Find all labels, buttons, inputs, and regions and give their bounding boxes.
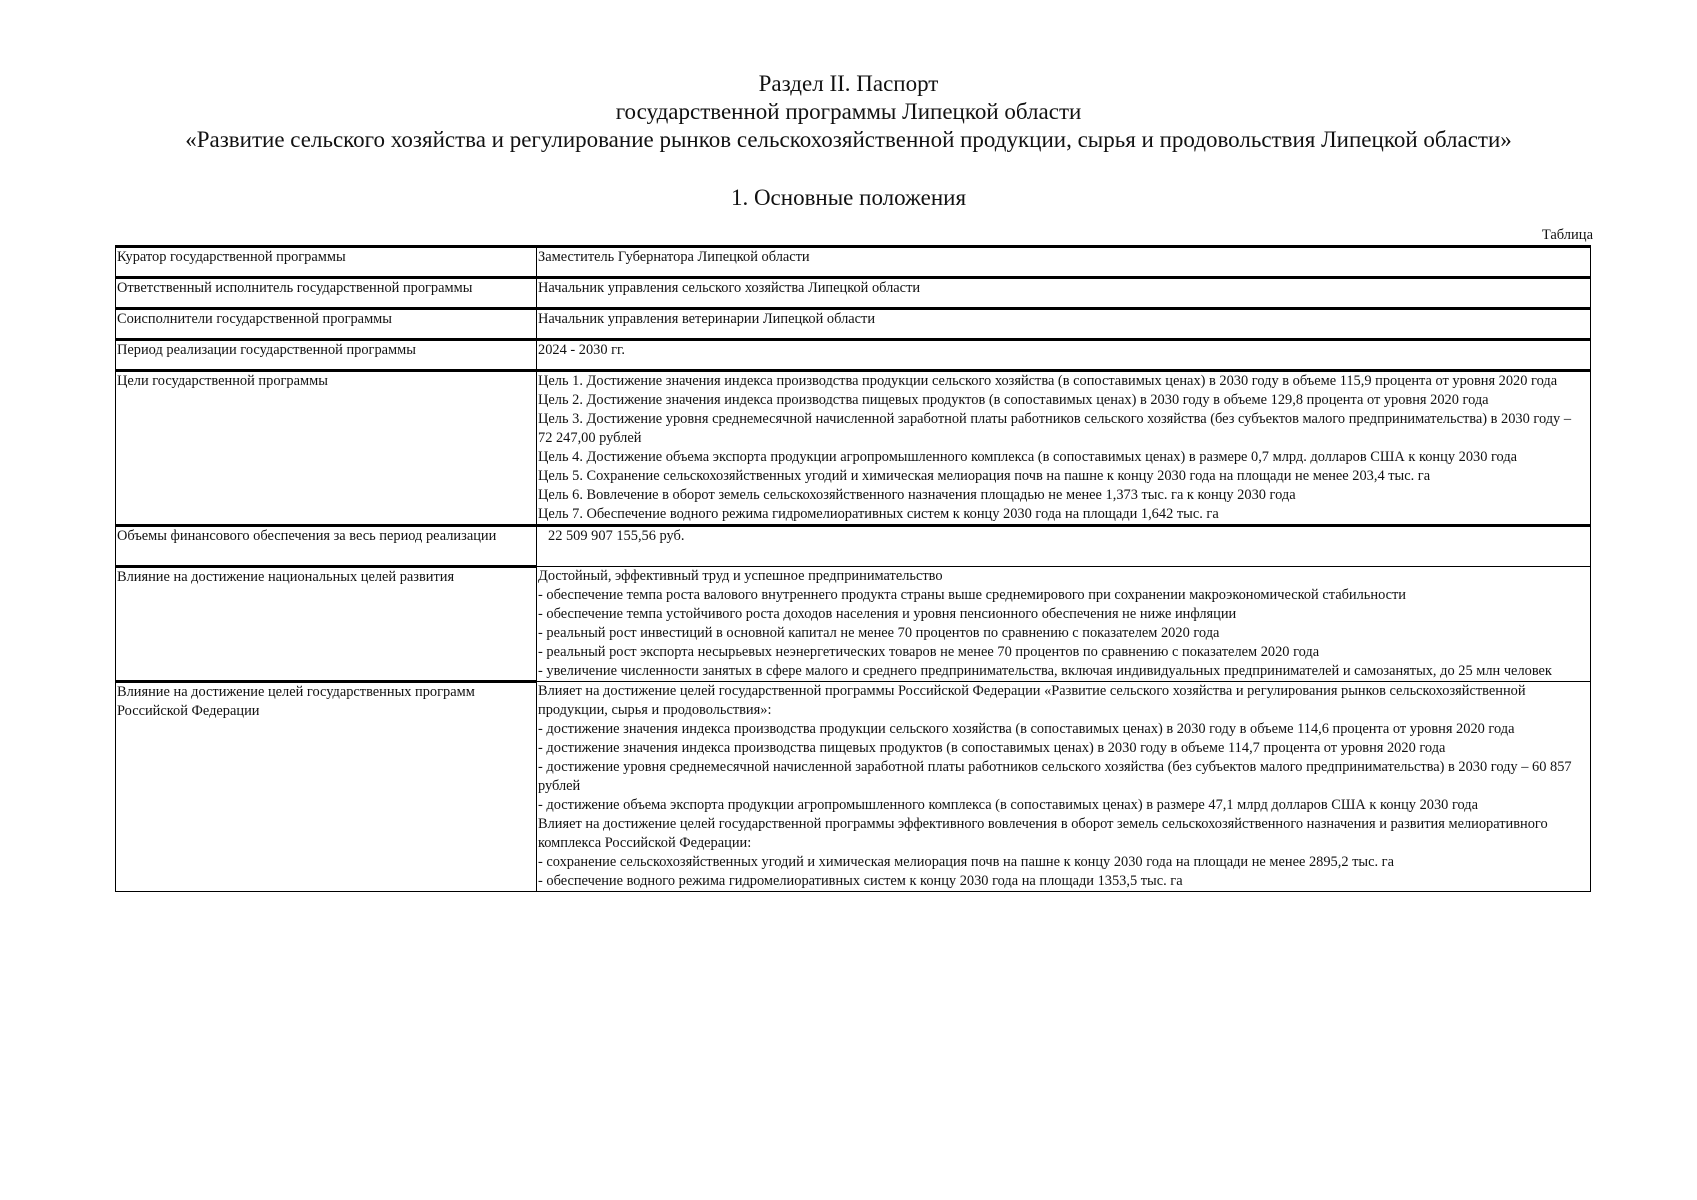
goal-line: Цель 3. Достижение уровня среднемесячной начисленной заработной платы работников сельского хозяйства (без субъектов малого предпринимательства) в 2030 году – 72 247,00 рублей <box>538 411 1572 446</box>
table-row <box>116 682 1591 892</box>
row-label <box>116 340 537 371</box>
value-line: 2024 - 2030 гг. <box>538 342 625 358</box>
label-text: Куратор государственной программы <box>117 249 346 265</box>
subsection-title: 1. Основные положения <box>730 185 967 210</box>
goal-line: Цель 4. Достижение объема экспорта продукции агропромышленного комплекса (в сопоставимых ценах) в размере 0,7 млрд. долларов США к концу 2030 года <box>538 449 1518 465</box>
row-value <box>537 247 1591 278</box>
value-line: - увеличение численности занятых в сфере малого и среднего предпринимательства, включая индивидуальных предпринимателей и самозанятых, до 25 млн человек <box>538 663 1552 679</box>
value-line: Начальник управления ветеринарии Липецкой области <box>538 311 876 327</box>
goal-line: Цель 6. Вовлечение в оборот земель сельскохозяйственного назначения площадью не менее 1,373 тыс. га к концу 2030 года <box>538 487 1296 503</box>
row-label <box>116 371 537 526</box>
row-label <box>116 309 537 340</box>
row-value <box>537 278 1591 309</box>
value-line: - сохранение сельскохозяйственных угодий и химическая мелиорация почв на пашне к концу 2030 года на площади не менее 2895,2 тыс. га <box>538 854 1394 870</box>
label-text: Соисполнители государственной программы <box>117 311 392 327</box>
value-line: - достижение значения индекса производства пищевых продуктов (в сопоставимых ценах) в 2030 году в объеме 114,7 процента от уровня 2020 года <box>538 740 1446 756</box>
label-text: Влияние на достижение целей государственных программ Российской Федерации <box>117 684 475 719</box>
table-row <box>116 247 1591 278</box>
row-value <box>537 682 1591 892</box>
passport-table <box>115 245 1591 892</box>
financing-amount: 22 509 907 155,56 руб. <box>548 528 685 544</box>
row-value <box>537 309 1591 340</box>
row-value <box>537 526 1591 567</box>
value-line: - достижение значения индекса производства продукции сельского хозяйства (в сопоставимых ценах) в 2030 году в объеме 114,6 процента от уровня 2020 года <box>538 721 1515 737</box>
row-value <box>537 567 1591 682</box>
table-row <box>116 526 1591 567</box>
row-value <box>537 371 1591 526</box>
row-label <box>116 278 537 309</box>
label-text: Период реализации государственной программы <box>117 342 416 358</box>
value-line: - обеспечение темпа устойчивого роста доходов населения и уровня пенсионного обеспечения не ниже инфляции <box>538 606 1237 622</box>
label-text: Ответственный исполнитель государственной программы <box>117 280 473 296</box>
table-row <box>116 278 1591 309</box>
value-line: Влияет на достижение целей государственной программы Российской Федерации «Развитие сельского хозяйства и регулирования рынков сельскохозяйственной продукции, сырья и продовольствия»: <box>538 683 1526 718</box>
row-label <box>116 247 537 278</box>
value-line: - достижение объема экспорта продукции агропромышленного комплекса (в сопоставимых ценах) в размере 47,1 млрд долларов США к концу 2030 года <box>538 797 1479 813</box>
value-line: Достойный, эффективный труд и успешное предпринимательство <box>538 568 943 584</box>
table-row <box>116 309 1591 340</box>
value-line: - обеспечение темпа роста валового внутреннего продукта страны выше среднемирового при сохранении макроэкономической стабильности <box>538 587 1406 603</box>
value-line: Влияет на достижение целей государственной программы эффективного вовлечения в оборот земель сельскохозяйственного назначения и развития мелиоративного комплекса Российской Федерации: <box>538 816 1548 851</box>
label-text: Цели государственной программы <box>117 373 328 389</box>
value-line: - реальный рост инвестиций в основной капитал не менее 70 процентов по сравнению с показателем 2020 года <box>538 625 1220 641</box>
row-label <box>116 682 537 892</box>
goal-line: Цель 1. Достижение значения индекса производства продукции сельского хозяйства (в сопоставимых ценах) в 2030 году в объеме 115,9 процента от уровня 2020 года <box>538 373 1558 389</box>
goal-line: Цель 7. Обеспечение водного режима гидромелиоративных систем к концу 2030 года на площади 1,642 тыс. га <box>538 506 1219 522</box>
goal-line: Цель 2. Достижение значения индекса производства пищевых продуктов (в сопоставимых ценах) в 2030 году в объеме 129,8 процента от уровня 2020 года <box>538 392 1489 408</box>
program-heading: государственной программы Липецкой области <box>615 99 1082 124</box>
table-caption: Таблица <box>1541 227 1593 243</box>
value-line: Заместитель Губернатора Липецкой области <box>538 249 810 265</box>
table-row <box>116 567 1591 682</box>
table-row <box>116 371 1591 526</box>
value-line: - обеспечение водного режима гидромелиоративных систем к концу 2030 года на площади 1353,5 тыс. га <box>538 873 1183 889</box>
label-text: Объемы финансового обеспечения за весь период реализации <box>117 528 497 544</box>
row-value <box>537 340 1591 371</box>
value-line: - реальный рост экспорта несырьевых неэнергетических товаров не менее 70 процентов по сравнению с показателем 2020 года <box>538 644 1320 660</box>
goal-line: Цель 5. Сохранение сельскохозяйственных угодий и химическая мелиорация почв на пашне к концу 2030 года на площади не менее 203,4 тыс. га <box>538 468 1431 484</box>
value-line: - достижение уровня среднемесячной начисленной заработной платы работников сельского хозяйства (без субъектов малого предпринимательства) в 2030 году – 60 857 рублей <box>538 759 1572 794</box>
label-text: Влияние на достижение национальных целей развития <box>117 569 455 585</box>
row-label <box>116 526 537 567</box>
program-title: «Развитие сельского хозяйства и регулирование рынков сельскохозяйственной продукции, сырья и продовольствия Липецкой области» <box>185 127 1512 152</box>
section-heading: Раздел II. Паспорт <box>758 71 939 96</box>
table-row <box>116 340 1591 371</box>
value-line: Начальник управления сельского хозяйства Липецкой области <box>538 280 921 296</box>
row-label <box>116 567 537 682</box>
